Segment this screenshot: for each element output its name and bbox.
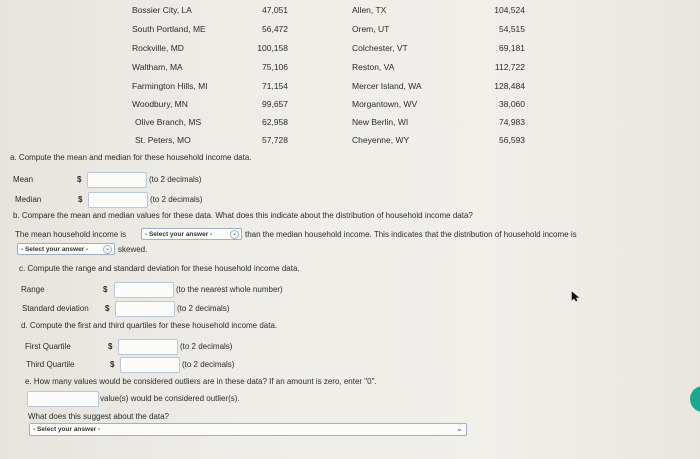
part-b-text-2: than the median household income. This indicates that the distribution of household income is <box>245 230 577 239</box>
outlier-count-input[interactable] <box>27 391 99 407</box>
currency-symbol: $ <box>77 175 82 184</box>
city-right: Orem, UT <box>352 24 390 34</box>
third-quartile-input[interactable] <box>120 357 180 373</box>
income-left: 100,158 <box>257 43 288 53</box>
currency-symbol: $ <box>108 342 113 351</box>
suggest-question: What does this suggest about the data? <box>28 412 169 421</box>
income-left: 56,472 <box>262 24 288 34</box>
income-right: 74,983 <box>499 117 525 127</box>
income-left: 75,106 <box>262 62 288 72</box>
chevron-down-icon: ⌄ <box>456 424 463 433</box>
part-a-question: a. Compute the mean and median for these household income data. <box>10 153 252 162</box>
city-left: Farmington Hills, MI <box>132 81 208 91</box>
range-label: Range <box>21 285 45 294</box>
first-quartile-input[interactable] <box>118 339 178 355</box>
part-b-text-1: The mean household income is <box>15 230 127 239</box>
income-left: 71,154 <box>262 81 288 91</box>
median-input[interactable] <box>88 192 148 208</box>
chevron-down-icon: ⌄ <box>231 231 238 237</box>
city-left: Bossier City, LA <box>132 5 192 15</box>
income-left: 62,958 <box>262 117 288 127</box>
city-left: Woodbury, MN <box>132 99 188 109</box>
mean-label: Mean <box>13 175 34 184</box>
city-right: Colchester, VT <box>352 43 408 53</box>
std-label: Standard deviation <box>22 304 89 313</box>
suggestion-select[interactable] <box>29 423 467 436</box>
mean-hint: (to 2 decimals) <box>149 175 202 184</box>
city-right: Mercer Island, WA <box>352 81 422 91</box>
currency-symbol: $ <box>103 285 108 294</box>
q1-hint: (to 2 decimals) <box>180 342 233 351</box>
income-left: 57,728 <box>262 135 288 145</box>
income-right: 56,593 <box>499 135 525 145</box>
income-left: 47,051 <box>262 5 288 15</box>
city-left: Olive Branch, MS <box>135 117 202 127</box>
chevron-down-icon: ⌄ <box>104 246 111 252</box>
range-input[interactable] <box>114 282 174 298</box>
median-label: Median <box>15 195 42 204</box>
part-c-question: c. Compute the range and standard deviation for these household income data. <box>19 264 300 273</box>
range-hint: (to the nearest whole number) <box>176 285 283 294</box>
part-d-question: d. Compute the first and third quartiles for these household income data. <box>21 321 278 330</box>
currency-symbol: $ <box>78 195 83 204</box>
income-right: 69,181 <box>499 43 525 53</box>
city-right: Allen, TX <box>352 5 387 15</box>
part-e-question: e. How many values would be considered outliers are in these data? If an amount is zero, enter "0". <box>25 377 377 386</box>
suggestion-select-value: - Select your answer - <box>33 426 101 433</box>
income-right: 104,524 <box>494 5 525 15</box>
skew-select-value: - Select your answer - <box>21 246 89 253</box>
mean-input[interactable] <box>87 172 147 188</box>
skew-select[interactable] <box>17 243 115 255</box>
median-hint: (to 2 decimals) <box>150 195 203 204</box>
q1-label: First Quartile <box>25 342 71 351</box>
income-right: 112,722 <box>494 62 525 72</box>
comparison-select[interactable] <box>141 228 242 240</box>
std-hint: (to 2 decimals) <box>177 304 230 313</box>
part-b-text-3: skewed. <box>118 245 148 254</box>
income-left: 99,657 <box>262 99 288 109</box>
city-right: Reston, VA <box>352 62 395 72</box>
city-right: New Berlin, WI <box>352 117 409 127</box>
currency-symbol: $ <box>105 304 110 313</box>
city-left: St. Peters, MO <box>135 135 191 145</box>
city-right: Cheyenne, WY <box>352 135 410 145</box>
city-left: South Portland, ME <box>132 24 206 34</box>
currency-symbol: $ <box>110 360 115 369</box>
city-left: Rockville, MD <box>132 43 184 53</box>
std-dev-input[interactable] <box>115 301 175 317</box>
part-b-question: b. Compare the mean and median values for these data. What does this indicate about the distribution of household income data? <box>13 211 473 220</box>
income-right: 54,515 <box>499 24 525 34</box>
city-right: Morgantown, WV <box>352 99 418 109</box>
q3-hint: (to 2 decimals) <box>182 360 235 369</box>
city-left: Waltham, MA <box>132 62 183 72</box>
floating-action-button[interactable] <box>690 386 700 412</box>
comparison-select-value: - Select your answer - <box>145 231 213 238</box>
income-right: 38,060 <box>499 99 525 109</box>
outlier-text: value(s) would be considered outlier(s). <box>100 394 240 403</box>
q3-label: Third Quartile <box>26 360 75 369</box>
income-right: 128,484 <box>494 81 525 91</box>
mouse-cursor-icon <box>571 291 580 302</box>
